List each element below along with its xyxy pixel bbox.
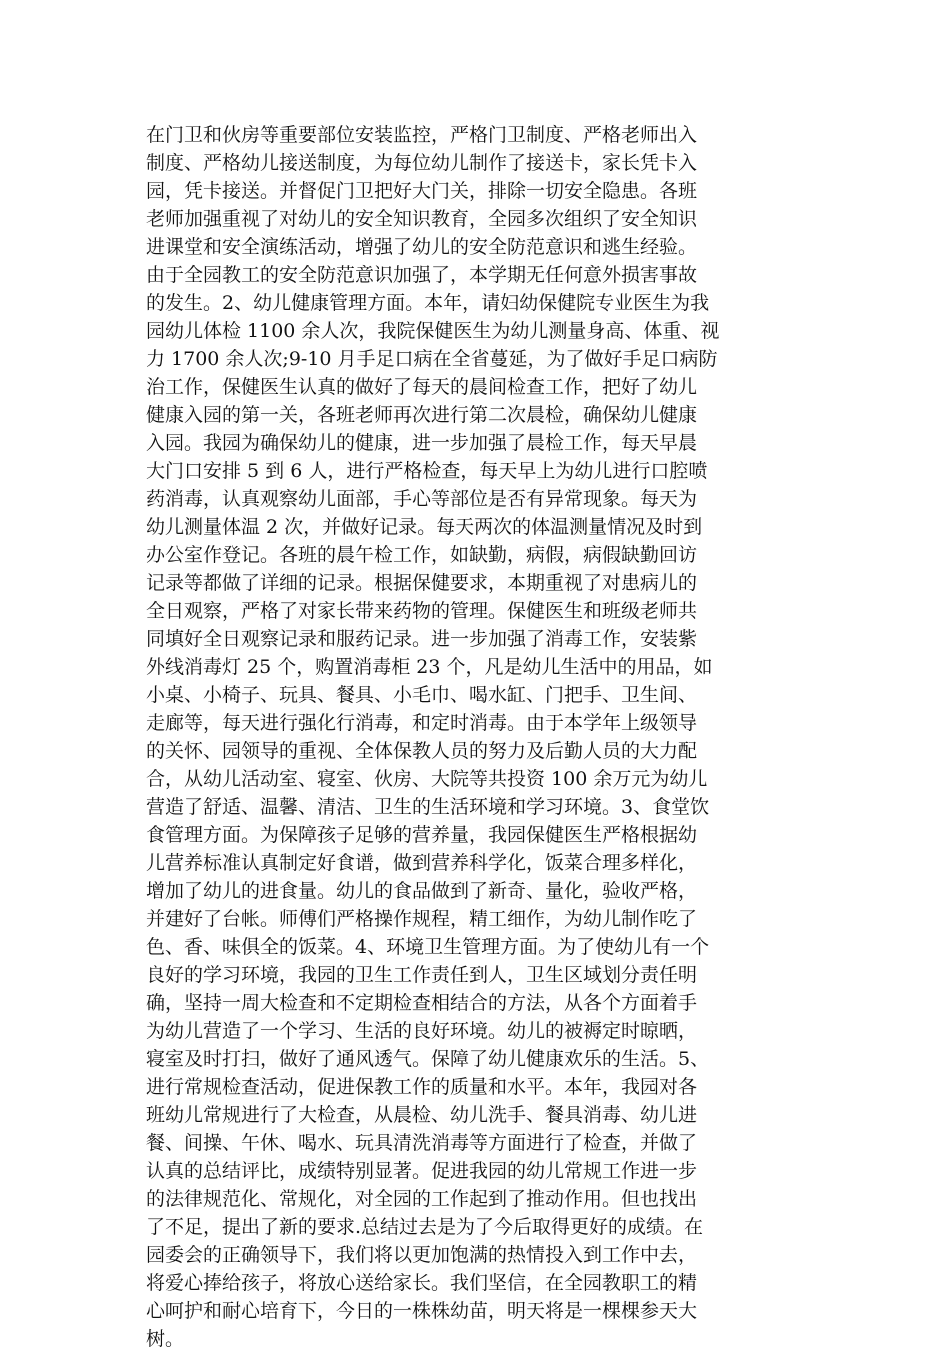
text-line: 大门口安排 5 到 6 人，进行严格检查，每天早上为幼儿进行口腔喷: [146, 460, 708, 482]
text-line: 制度、严格幼儿接送制度，为每位幼儿制作了接送卡，家长凭卡入: [146, 152, 698, 174]
text-line: 营造了舒适、温馨、清洁、卫生的生活环境和学习环境。3、食堂饮: [146, 796, 710, 818]
text-line: 办公室作登记。各班的晨午检工作，如缺勤，病假，病假缺勤回访: [146, 544, 698, 566]
text-line: 老师加强重视了对幼儿的安全知识教育，全园多次组织了安全知识: [146, 208, 698, 230]
text-line: 入园。我园为确保幼儿的健康，进一步加强了晨检工作，每天早晨: [146, 432, 698, 454]
text-line: 寝室及时打扫，做好了通风透气。保障了幼儿健康欢乐的生活。5、: [146, 1048, 710, 1070]
text-line: 儿营养标准认真制定好食谱，做到营养科学化，饭菜合理多样化，: [146, 852, 698, 874]
text-line: 的发生。2、幼儿健康管理方面。本年，请妇幼保健院专业医生为我: [146, 292, 710, 314]
text-line: 的法律规范化、常规化，对全园的工作起到了推动作用。但也找出: [146, 1188, 698, 1210]
text-line: 外线消毒灯 25 个，购置消毒柜 23 个，凡是幼儿生活中的用品，如: [146, 656, 713, 678]
text-line: 在门卫和伙房等重要部位安装监控，严格门卫制度、严格老师出入: [146, 124, 698, 146]
text-line: 进课堂和安全演练活动，增强了幼儿的安全防范意识和逃生经验。: [146, 236, 698, 258]
text-line: 增加了幼儿的进食量。幼儿的食品做到了新奇、量化，验收严格，: [146, 880, 698, 902]
text-line: 全日观察，严格了对家长带来药物的管理。保健医生和班级老师共: [146, 600, 698, 622]
text-line: 记录等都做了详细的记录。根据保健要求，本期重视了对患病儿的: [146, 572, 698, 594]
text-line: 良好的学习环境，我园的卫生工作责任到人，卫生区域划分责任明: [146, 964, 698, 986]
text-line: 合，从幼儿活动室、寝室、伙房、大院等共投资 100 余万元为幼儿: [146, 768, 708, 790]
text-line: 将爱心捧给孩子，将放心送给家长。我们坚信，在全园教职工的精: [146, 1272, 698, 1294]
text-line: 走廊等，每天进行强化行消毒，和定时消毒。由于本学年上级领导: [146, 712, 698, 734]
text-line: 园幼儿体检 1100 余人次，我院保健医生为幼儿测量身高、体重、视: [146, 320, 720, 342]
text-line: 幼儿测量体温 2 次，并做好记录。每天两次的体温测量情况及时到: [146, 516, 703, 538]
text-line: 心呵护和耐心培育下，今日的一株株幼苗，明天将是一棵棵参天大: [146, 1300, 698, 1322]
text-line: 的关怀、园领导的重视、全体保教人员的努力及后勤人员的大力配: [146, 740, 698, 762]
text-line: 进行常规检查活动，促进保教工作的质量和水平。本年，我园对各: [146, 1076, 698, 1098]
text-line: 并建好了台帐。师傅们严格操作规程，精工细作，为幼儿制作吃了: [146, 908, 698, 930]
text-line: 班幼儿常规进行了大检查，从晨检、幼儿洗手、餐具消毒、幼儿进: [146, 1104, 698, 1126]
text-line: 力 1700 余人次;9-10 月手足口病在全省蔓延，为了做好手足口病防: [146, 348, 718, 370]
text-line: 园委会的正确领导下，我们将以更加饱满的热情投入到工作中去，: [146, 1244, 698, 1266]
body-paragraph: [146, 121, 806, 1353]
text-line: 认真的总结评比，成绩特别显著。促进我园的幼儿常规工作进一步: [146, 1160, 698, 1182]
text-line: 小桌、小椅子、玩具、餐具、小毛巾、喝水缸、门把手、卫生间、: [146, 684, 698, 706]
text-line: 色、香、味俱全的饭菜。4、环境卫生管理方面。为了使幼儿有一个: [146, 936, 710, 958]
text-line: 为幼儿营造了一个学习、生活的良好环境。幼儿的被褥定时晾晒，: [146, 1020, 698, 1042]
text-line: 园，凭卡接送。并督促门卫把好大门关，排除一切安全隐患。各班: [146, 180, 698, 202]
text-line: 同填好全日观察记录和服药记录。进一步加强了消毒工作，安装紫: [146, 628, 698, 650]
text-line: 确，坚持一周大检查和不定期检查相结合的方法，从各个方面着手: [146, 992, 698, 1014]
text-line: 治工作，保健医生认真的做好了每天的晨间检查工作，把好了幼儿: [146, 376, 698, 398]
text-line: 由于全园教工的安全防范意识加强了，本学期无任何意外损害事故: [146, 264, 698, 286]
text-line: 了不足，提出了新的要求.总结过去是为了今后取得更好的成绩。在: [146, 1216, 704, 1238]
text-line: 健康入园的第一关，各班老师再次进行第二次晨检，确保幼儿健康: [146, 404, 698, 426]
text-line: 餐、间操、午休、喝水、玩具清洗消毒等方面进行了检查，并做了: [146, 1132, 698, 1154]
text-line: 树。: [146, 1328, 185, 1350]
text-line: 食管理方面。为保障孩子足够的营养量，我园保健医生严格根据幼: [146, 824, 698, 846]
text-line: 药消毒，认真观察幼儿面部，手心等部位是否有异常现象。每天为: [146, 488, 698, 510]
